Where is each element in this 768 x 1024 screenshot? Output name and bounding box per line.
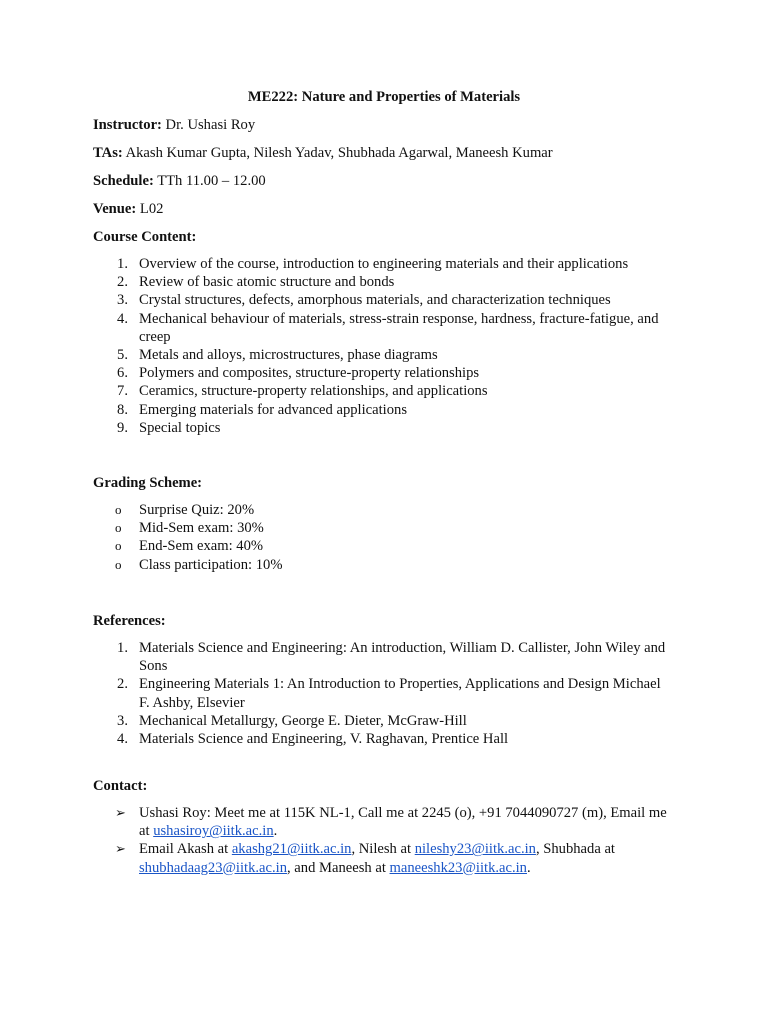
contact-text: .	[526, 859, 531, 876]
contact-heading: Contact:	[93, 778, 148, 794]
schedule-value: TTh 11.00 – 12.00	[153, 173, 266, 189]
course-title: ME222: Nature and Properties of Materials	[247, 89, 521, 105]
list-number: 1.	[117, 640, 128, 656]
arrow-bullet-icon: ➢	[115, 841, 126, 857]
list-item-text: Materials Science and Engineering: An introduction, William D. Callister, John Wiley and Sons	[139, 640, 666, 675]
arrow-bullet-icon: ➢	[115, 805, 126, 820]
list-number: 9.	[117, 419, 128, 436]
list-item-text: Emerging materials for advanced applications	[139, 401, 407, 418]
list-item	[0, 255, 674, 273]
nilesh-email-link[interactable]: nileshy23@iitk.ac.in	[414, 841, 536, 858]
contact-list	[0, 804, 768, 877]
list-item	[0, 556, 674, 574]
grading-scheme-heading: Grading Scheme:	[93, 475, 203, 491]
list-item	[0, 346, 674, 364]
list-number: 5.	[117, 347, 128, 364]
list-item-text: Special topics	[139, 419, 221, 436]
list-item	[0, 382, 674, 400]
contact-text: .	[273, 823, 278, 840]
list-item-text: Mechanical Metallurgy, George E. Dieter, McGraw-Hill	[139, 712, 467, 729]
course-content-heading: Course Content:	[93, 229, 197, 245]
list-item	[0, 501, 674, 519]
circle-bullet-icon: o	[115, 520, 122, 536]
references-heading: References:	[93, 613, 166, 629]
list-item-text: Materials Science and Engineering, V. Raghavan, Prentice Hall	[139, 731, 509, 748]
list-item-text: Ceramics, structure-property relationships, and applications	[139, 383, 488, 400]
instructor-value: Dr. Ushasi Roy	[161, 117, 256, 133]
list-item-text: End-Sem exam: 40%	[139, 538, 264, 555]
list-item	[0, 419, 674, 437]
schedule-line	[93, 172, 266, 190]
list-item	[0, 310, 674, 346]
contact-text: Email Akash at	[139, 841, 232, 858]
list-number: 3.	[117, 712, 128, 729]
instructor-line	[93, 116, 255, 134]
venue-line	[93, 200, 163, 218]
list-number: 8.	[117, 401, 128, 418]
list-item	[0, 291, 674, 309]
venue-label: Venue:	[93, 201, 137, 217]
list-number: 4.	[117, 310, 128, 327]
list-item-text: Surprise Quiz: 20%	[139, 502, 255, 518]
contact-text: Ushasi Roy: Meet me at 115K NL-1, Call me at 2245 (o), +91 7044090727 (m), Email me at	[139, 805, 667, 840]
maneesh-email-link[interactable]: maneeshk23@iitk.ac.in	[389, 859, 527, 876]
list-item	[0, 401, 674, 419]
list-item	[0, 804, 674, 840]
list-item-text: Polymers and composites, structure-property relationships	[139, 365, 480, 382]
instructor-label: Instructor:	[93, 117, 162, 133]
list-item	[0, 364, 674, 382]
list-item-text: Mechanical behaviour of materials, stress-strain response, hardness, fracture-fatigue, and creep	[139, 310, 659, 345]
circle-bullet-icon: o	[115, 538, 122, 554]
akash-email-link[interactable]: akashg21@iitk.ac.in	[231, 841, 352, 858]
circle-bullet-icon: o	[115, 556, 122, 572]
list-item	[0, 675, 674, 711]
list-item-text: Class participation: 10%	[139, 556, 283, 573]
schedule-label: Schedule:	[93, 173, 154, 189]
list-item	[0, 519, 674, 537]
list-item-text: Metals and alloys, microstructures, phase diagrams	[139, 347, 438, 364]
list-item-text: Crystal structures, defects, amorphous materials, and characterization techniques	[139, 292, 611, 309]
list-number: 4.	[117, 731, 128, 748]
contact-text: , Shubhada at	[535, 841, 615, 858]
list-item	[0, 639, 674, 675]
list-number: 2.	[117, 274, 128, 291]
shubhada-email-link[interactable]: shubhadaag23@iitk.ac.in	[139, 859, 287, 876]
instructor-email-link[interactable]: ushasiroy@iitk.ac.in	[153, 823, 274, 840]
list-item-text: Overview of the course, introduction to engineering materials and their applications	[139, 256, 629, 272]
course-content-list	[0, 255, 768, 437]
tas-value: Akash Kumar Gupta, Nilesh Yadav, Shubhada Agarwal, Maneesh Kumar	[122, 145, 553, 161]
contact-text: , and Maneesh at	[287, 859, 390, 876]
tas-label: TAs:	[93, 145, 123, 161]
list-number: 7.	[117, 383, 128, 400]
grading-scheme-list	[0, 501, 768, 574]
list-item-text: Engineering Materials 1: An Introduction to Properties, Applications and Design Michael F. Ashby, Elsevier	[139, 676, 661, 711]
list-item	[0, 730, 674, 748]
list-item	[0, 840, 674, 876]
list-item	[0, 712, 674, 730]
list-item	[0, 273, 674, 291]
circle-bullet-icon: o	[115, 502, 122, 517]
list-number: 2.	[117, 676, 128, 693]
list-number: 3.	[117, 292, 128, 309]
references-list	[0, 639, 768, 748]
tas-line	[93, 144, 553, 162]
list-number: 1.	[117, 256, 128, 272]
list-item-text: Review of basic atomic structure and bonds	[139, 274, 395, 291]
contact-text: , Nilesh at	[351, 841, 415, 858]
list-number: 6.	[117, 365, 128, 382]
venue-value: L02	[136, 201, 164, 217]
list-item	[0, 537, 674, 555]
list-item-text: Mid-Sem exam: 30%	[139, 520, 264, 537]
